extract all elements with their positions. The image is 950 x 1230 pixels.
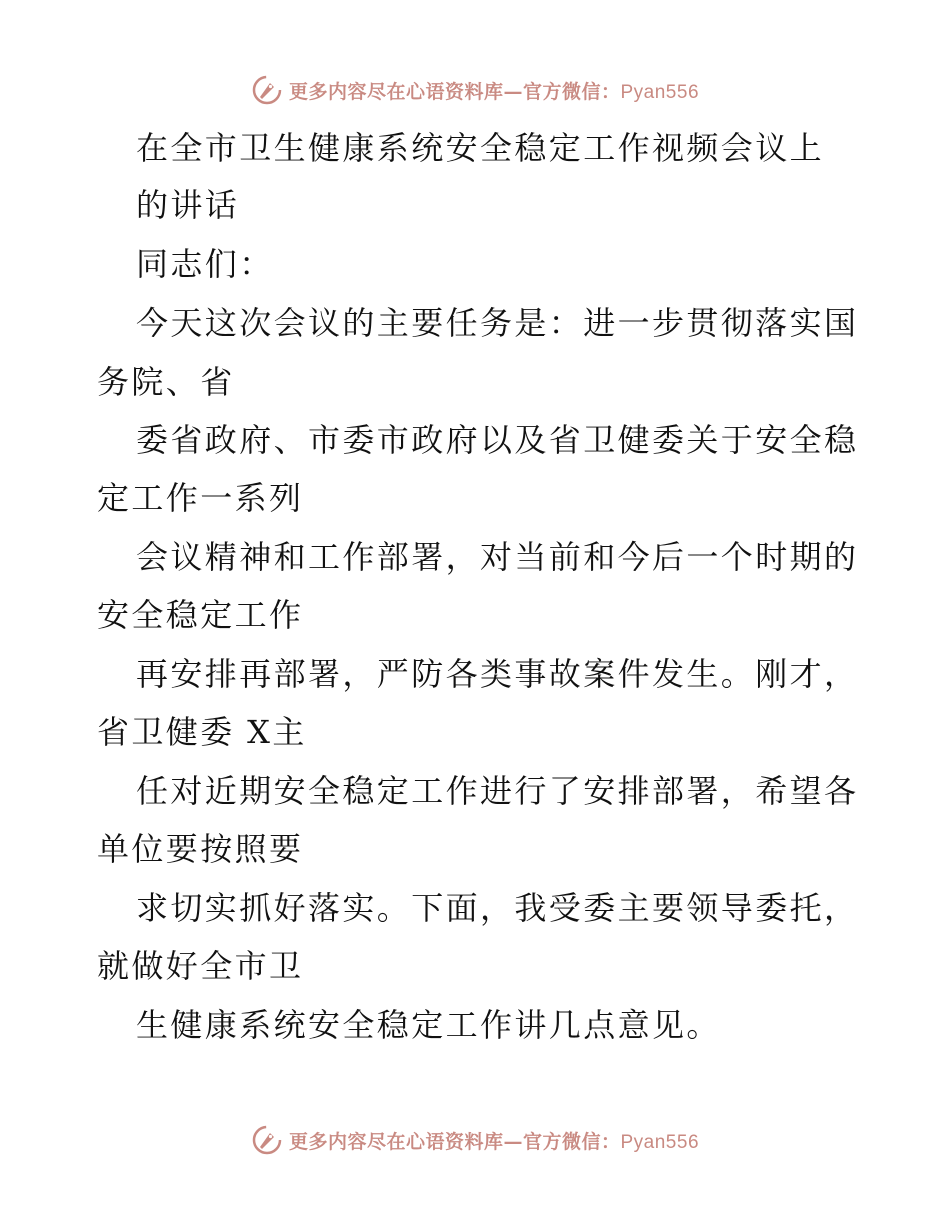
paragraph-line: 今天这次会议的主要任务是：进一步贯彻落实国 — [136, 304, 859, 342]
document-title-line-2: 的讲话 — [136, 186, 240, 224]
paragraph-line: 生健康系统安全稳定工作讲几点意见。 — [136, 1006, 721, 1044]
salutation: 同志们： — [136, 245, 274, 283]
paragraph-line: 求切实抓好落实。下面，我受委主要领导委托， — [136, 889, 859, 927]
pen-nib-logo-icon — [251, 1124, 283, 1156]
footer-watermark — [0, 1120, 950, 1160]
paragraph-line: 任对近期安全稳定工作进行了安排部署，希望各 — [136, 772, 859, 810]
watermark-handle: Pyan556 — [620, 81, 700, 103]
paragraph-line: 再安排再部署，严防各类事故案件发生。刚才， — [136, 655, 859, 693]
paragraph-line: 务院、省 — [97, 363, 235, 401]
paragraph-line: 安全稳定工作 — [97, 596, 304, 634]
watermark-text: 更多内容尽在心语资料库—官方微信：Pyan556 — [288, 80, 700, 103]
watermark-text: 更多内容尽在心语资料库—官方微信：Pyan556 — [288, 1130, 700, 1153]
paragraph-line: 定工作一系列 — [97, 479, 304, 517]
paragraph-line: 就做好全市卫 — [97, 947, 304, 985]
paragraph-line: 省卫健委 X主 — [97, 713, 307, 751]
paragraph-line: 委省政府、市委市政府以及省卫健委关于安全稳 — [136, 421, 859, 459]
paragraph-line: 会议精神和工作部署，对当前和今后一个时期的 — [136, 538, 859, 576]
paragraph-line: 单位要按照要 — [97, 830, 304, 868]
watermark-handle: Pyan556 — [620, 1131, 700, 1153]
document-title-line-1: 在全市卫生健康系统安全稳定工作视频会议上 — [136, 129, 825, 167]
